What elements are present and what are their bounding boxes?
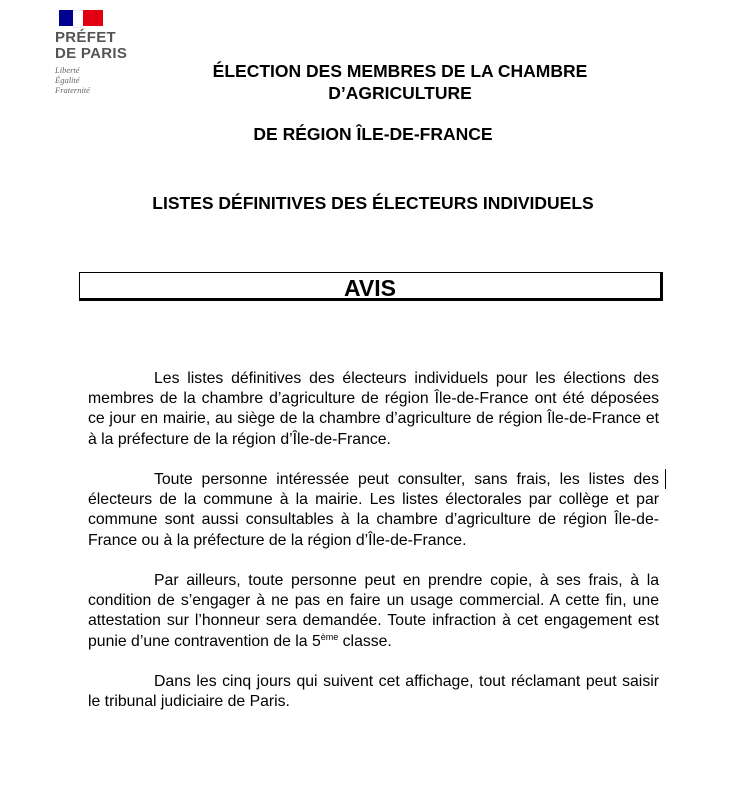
lists-title: LISTES DÉFINITIVES DES ÉLECTEURS INDIVIDUELS: [152, 193, 594, 213]
election-title: ÉLECTION DES MEMBRES DE LA CHAMBRE D’AGRICULTURE: [212, 61, 588, 103]
logo-motto: [55, 65, 145, 95]
marianne-flag-icon: [59, 10, 103, 26]
paragraph-3-after: classe.: [338, 632, 392, 650]
avis-box: AVIS: [79, 272, 663, 301]
motto-liberte: Liberté: [55, 65, 80, 75]
logo-name: [55, 30, 145, 62]
paragraph-2: Toute personne intéressée peut consulter, sans frais, les listes des électeurs de la commune à la mairie. Les listes électorales par collège et par commune sont aussi consultables à la chambre d’agriculture de région Île-de-France ou à la préfecture de la région d’Île-de-France.: [88, 471, 659, 549]
motto-fraternite: Fraternité: [55, 85, 90, 95]
region-title: DE RÉGION ÎLE-DE-FRANCE: [253, 124, 493, 144]
paragraph-3: [88, 571, 659, 652]
logo-line-2: DE PARIS: [55, 45, 128, 62]
notice-body: [88, 369, 659, 733]
paragraph-3-superscript: ème: [320, 631, 339, 642]
prefet-logo: [55, 10, 145, 95]
logo-line-1: PRÉFET: [55, 29, 116, 46]
motto-egalite: Égalité: [55, 75, 80, 85]
text-cursor: [665, 469, 666, 489]
paragraph-4: Dans les cinq jours qui suivent cet affichage, tout réclamant peut saisir le tribunal judiciaire de Paris.: [88, 673, 659, 711]
paragraph-3-text: Par ailleurs, toute personne peut en prendre copie, à ses frais, à la condition de s’engager à ne pas en faire un usage commercial. A cette fin, une attestation sur l’honneur sera demandée. Toute infraction à cet engagement est punie d’une contravention de la 5: [88, 572, 659, 650]
paragraph-1: Les listes définitives des électeurs individuels pour les élections des membres de la chambre d’agriculture de région Île-de-France ont été déposées ce jour en mairie, au siège de la chambre d’agriculture de région Île-de-France et à la préfecture de la région d’Île-de-France.: [88, 370, 659, 448]
